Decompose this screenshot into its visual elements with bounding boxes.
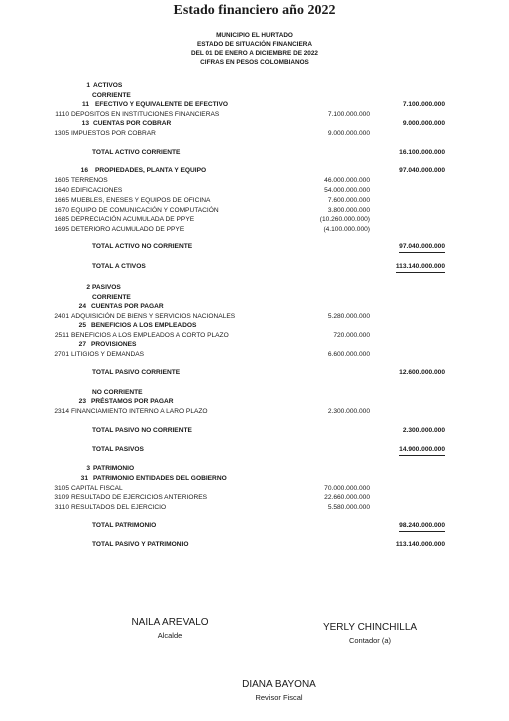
- statement-row: [0, 242, 509, 252]
- account-code: 1665: [54, 197, 69, 204]
- statement-row: [0, 215, 509, 225]
- statement-row: [0, 368, 509, 378]
- account-label: ADQUISICIÓN DE BIENS Y SERVICIOS NACIONALES: [71, 313, 236, 320]
- detail-amount: (10.260.000.000): [319, 216, 370, 223]
- account-code: 2: [86, 284, 90, 291]
- statement-row: [0, 283, 509, 293]
- total-amount: 14.900.000.000: [399, 445, 445, 456]
- account-label: CUENTAS POR COBRAR: [93, 120, 172, 127]
- account-code: 25: [78, 322, 86, 329]
- account-label: ACTIVOS: [93, 82, 123, 89]
- account-label: RESULTADOS DEL EJERCICIO: [71, 504, 167, 511]
- statement-row: [0, 426, 509, 436]
- account-label: NO CORRIENTE: [92, 389, 143, 396]
- account-code: 16: [80, 167, 88, 174]
- total-amount: 97.040.000.000: [399, 167, 445, 174]
- account-label: TOTAL PASIVO CORRIENTE: [92, 369, 181, 376]
- statement-row: [0, 445, 509, 455]
- account-code: 1305: [54, 130, 69, 137]
- signatory-role: Revisor Fiscal: [255, 693, 303, 702]
- account-label: CAPITAL FISCAL: [71, 485, 123, 492]
- statement-row: [0, 464, 509, 474]
- statement-row: [0, 119, 509, 129]
- statement-row: [0, 148, 509, 158]
- detail-amount: 720.000.000: [333, 332, 370, 339]
- signature-auditor: [209, 679, 349, 702]
- statement-row: [0, 302, 509, 312]
- account-label: PROPIEDADES, PLANTA Y EQUIPO: [95, 167, 207, 174]
- account-code: 1695: [54, 226, 69, 233]
- signatory-name: NAILA AREVALO: [131, 617, 209, 628]
- account-code: 3105: [54, 485, 69, 492]
- currency-note: CIFRAS EN PESOS COLOMBIANOS: [200, 59, 309, 66]
- statement-row: [0, 540, 509, 550]
- statement-row: [0, 166, 509, 176]
- account-code: 27: [78, 341, 86, 348]
- account-label: PATRIMONIO: [93, 465, 135, 472]
- statement-period: DEL 01 DE ENERO A DICIEMBRE DE 2022: [191, 50, 318, 57]
- account-label: PATRIMONIO ENTIDADES DEL GOBIERNO: [93, 475, 227, 482]
- detail-amount: 2.300.000.000: [327, 408, 370, 415]
- account-code: 1: [86, 82, 90, 89]
- detail-amount: 7.100.000.000: [327, 111, 370, 118]
- account-label: DEPOSITOS EN INSTITUCIONES FINANCIERAS: [71, 111, 220, 118]
- account-code: 1640: [54, 187, 69, 194]
- account-label: EDIFICACIONES: [71, 187, 123, 194]
- statement-row: [0, 81, 509, 91]
- account-label: TOTAL PASIVO Y PATRIMONIO: [92, 541, 189, 548]
- account-label: TOTAL PATRIMONIO: [92, 522, 157, 529]
- account-label: TOTAL PASIVO NO CORRIENTE: [92, 427, 192, 434]
- statement-row: [0, 100, 509, 110]
- account-label: CORRIENTE: [92, 92, 131, 99]
- account-label: EQUIPO DE COMUNICACIÓN Y COMPUTACIÓN: [71, 207, 219, 214]
- statement-row: [0, 340, 509, 350]
- account-label: FINANCIAMIENTO INTERNO A LARO PLAZO: [71, 408, 208, 415]
- detail-amount: 9.000.000.000: [327, 130, 370, 137]
- detail-amount: 70.000.000.000: [324, 485, 370, 492]
- statement-row: [0, 503, 509, 513]
- statement-row: [0, 521, 509, 531]
- account-code: 24: [78, 303, 86, 310]
- total-amount: 2.300.000.000: [402, 427, 445, 434]
- statement-row: [0, 129, 509, 139]
- account-label: TOTAL ACTIVO CORRIENTE: [92, 149, 181, 156]
- detail-amount: 7.600.000.000: [327, 197, 370, 204]
- detail-amount: 54.000.000.000: [324, 187, 370, 194]
- total-amount: 97.040.000.000: [399, 242, 445, 253]
- account-code: 2314: [54, 408, 69, 415]
- account-label: PROVISIONES: [91, 341, 137, 348]
- account-code: 2401: [54, 313, 69, 320]
- signature-accountant: [300, 622, 440, 645]
- statement-name: ESTADO DE SITUACIÓN FINANCIERA: [197, 41, 312, 48]
- total-amount: 16.100.000.000: [399, 149, 445, 156]
- account-label: TOTAL A CTIVOS: [92, 263, 146, 270]
- account-code: 2511: [54, 332, 69, 339]
- account-label: TOTAL ACTIVO NO CORRIENTE: [92, 243, 193, 250]
- signatory-role: Contador (a): [348, 636, 392, 645]
- account-code: 23: [78, 398, 86, 405]
- account-label: TERRENOS: [71, 177, 108, 184]
- account-label: DEPRECIACIÓN ACUMULADA DE PPYE: [71, 216, 195, 223]
- total-amount: 113.140.000.000: [395, 541, 445, 548]
- account-code: 1685: [54, 216, 69, 223]
- statement-row: [0, 196, 509, 206]
- account-code: 1670: [54, 207, 69, 214]
- total-amount: 98.240.000.000: [399, 521, 445, 532]
- page-title: Estado financiero año 2022: [173, 3, 336, 18]
- account-label: RESULTADO DE EJERCICIOS ANTERIORES: [71, 494, 208, 501]
- detail-amount: (4.100.000.000): [323, 226, 370, 233]
- statement-row: [0, 474, 509, 484]
- signatory-role: Alcalde: [157, 631, 183, 640]
- entity-name: MUNICIPIO EL HURTADO: [216, 32, 293, 39]
- statement-row: [0, 186, 509, 196]
- total-amount: 113.140.000.000: [396, 262, 445, 273]
- account-label: DETERIORO ACUMULADO DE PPYE: [71, 226, 185, 233]
- account-label: BENEFICIOS A LOS EMPLEADOS: [91, 322, 197, 329]
- account-code: 1110: [55, 111, 69, 118]
- detail-amount: 46.000.000.000: [324, 177, 370, 184]
- statement-row: [0, 493, 509, 503]
- account-label: BENEFICIOS A LOS EMPLEADOS A CORTO PLAZO: [71, 332, 229, 339]
- signatory-name: YERLY CHINCHILLA: [322, 622, 418, 633]
- account-label: MUEBLES, ENESES Y EQUIPOS DE OFICINA: [71, 197, 211, 204]
- signature-mayor: [100, 617, 240, 640]
- account-code: 11: [82, 101, 89, 108]
- statement-row: [0, 350, 509, 360]
- account-label: PASIVOS: [92, 284, 121, 291]
- statement-row: [0, 407, 509, 417]
- statement-row: [0, 225, 509, 235]
- account-label: IMPUESTOS POR COBRAR: [71, 130, 156, 137]
- total-amount: 7.100.000.000: [402, 101, 445, 108]
- statement-row: [0, 321, 509, 331]
- account-label: TOTAL PASIVOS: [92, 446, 144, 453]
- detail-amount: 5.280.000.000: [327, 313, 370, 320]
- detail-amount: 5.580.000.000: [327, 504, 370, 511]
- account-code: 3110: [54, 504, 69, 511]
- statement-row: [0, 176, 509, 186]
- account-code: 13: [81, 120, 89, 127]
- total-amount: 9.000.000.000: [402, 120, 445, 127]
- account-code: 3109: [54, 494, 69, 501]
- account-label: CORRIENTE: [92, 294, 131, 301]
- statement-row: [0, 397, 509, 407]
- account-code: 3: [86, 465, 90, 472]
- detail-amount: 22.660.000.000: [324, 494, 370, 501]
- detail-amount: 3.800.000.000: [327, 207, 370, 214]
- statement-row: [0, 262, 509, 272]
- account-code: 1605: [54, 177, 69, 184]
- account-label: LITIGIOS Y DEMANDAS: [71, 351, 145, 358]
- total-amount: 12.600.000.000: [399, 369, 445, 376]
- signatory-name: DIANA BAYONA: [242, 679, 316, 690]
- account-label: EFECTIVO Y EQUIVALENTE DE EFECTIVO: [95, 101, 228, 108]
- account-label: PRÉSTAMOS POR PAGAR: [91, 398, 174, 405]
- account-label: CUENTAS POR PAGAR: [91, 303, 164, 310]
- account-code: 2701: [54, 351, 69, 358]
- account-code: 31: [80, 475, 88, 482]
- detail-amount: 6.600.000.000: [327, 351, 370, 358]
